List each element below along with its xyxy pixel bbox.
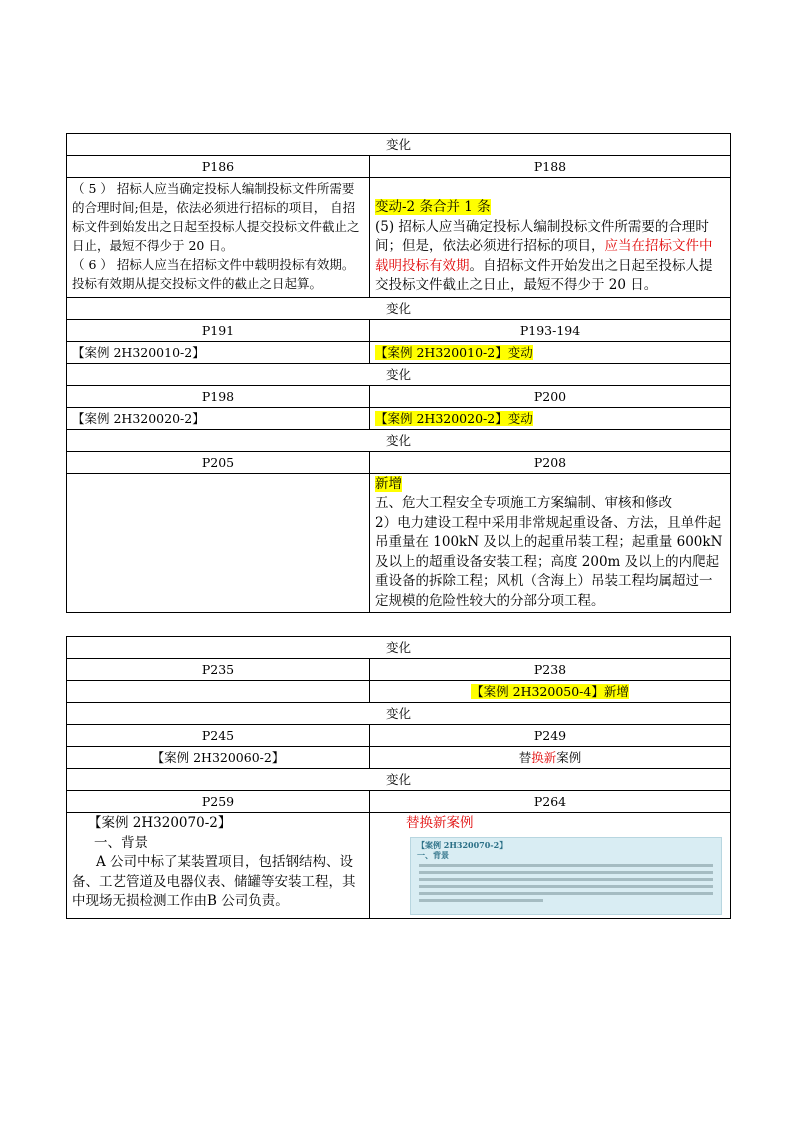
right-page-number: P200 (370, 385, 731, 407)
old-case-label: 【案例 2H320060-2】 (67, 747, 370, 769)
change-header: 变化 (67, 703, 731, 725)
background-heading: 一、背景 (94, 834, 148, 851)
change-header: 变化 (67, 429, 731, 451)
section-title: 五、危大工程安全专项施工方案编制、审核和修改 (375, 495, 672, 511)
change-header: 变化 (67, 134, 731, 156)
old-case-label: 【案例 2H320020-2】 (67, 407, 370, 429)
empty-old-cell (67, 681, 370, 703)
new-item-5: (5) 招标人应当确定投标人编制投标文件所需要的合理时间；但是，依法必须进行招标的项目，应当在招标文件中载明投标有效期。自招标文件开始发出之日起至投标人提交投标文件截止之日止，最短不得少于 20 日。 (375, 218, 713, 293)
case-body: A 公司中标了某装置项目，包括钢结构、设备、工艺管道及电器仪表、储罐等安装工程，其中现场无损检测工作由B 公司负责。 (72, 854, 356, 909)
new-tag: 新增 (375, 475, 402, 492)
change-header: 变化 (67, 769, 731, 791)
right-page-number: P188 (370, 156, 731, 178)
new-text-cell (370, 178, 731, 298)
new-case-label: 【案例 2H320020-2】变动 (375, 410, 533, 426)
replace-notice: 替换新案例 (406, 815, 474, 831)
left-page-number: P205 (67, 451, 370, 473)
left-page-number: P259 (67, 791, 370, 813)
new-content-cell (370, 473, 731, 613)
change-header: 变化 (67, 297, 731, 319)
right-page-number: P249 (370, 725, 731, 747)
left-page-number: P245 (67, 725, 370, 747)
section-body: 2）电力建设工程中采用非常规起重设备、方法，且单件起吊重量在 100kN 及以上的起重吊装工程；起重量 600kN 及以上的超重设备安装工程；高度 200m 及以上的内爬起重设备的拆除工程；风机（含海上）吊装工程均属超过一定规模的危险性较大的分部分项工程。 (375, 514, 723, 609)
right-page-number: P208 (370, 451, 731, 473)
old-item-5: （ 5 ） 招标人应当确定投标人编制投标文件所需要的合理时间;但是，依法必须进行招标的项目， 自招标文件到始发出之日起至投标人提交投标文件截止之日止，最短不得少于 20 日。 (72, 181, 360, 253)
change-header: 变化 (67, 637, 731, 659)
left-page-number: P235 (67, 659, 370, 681)
old-case-label: 【案例 2H320070-2】 (88, 815, 232, 831)
comparison-table-1 (66, 133, 731, 613)
empty-old-cell (67, 473, 370, 613)
new-case-cell (370, 813, 731, 919)
right-page-number: P264 (370, 791, 731, 813)
old-case-cell (67, 813, 370, 919)
old-case-label: 【案例 2H320010-2】 (67, 341, 370, 363)
left-page-number: P191 (67, 319, 370, 341)
comparison-table-2 (66, 636, 731, 919)
left-page-number: P186 (67, 156, 370, 178)
right-page-number: P238 (370, 659, 731, 681)
right-page-number: P193-194 (370, 319, 731, 341)
highlighted-change: 应当在招标文件中载明投标有效期 (375, 238, 713, 274)
replace-case-label: 替换新案例 (370, 747, 731, 769)
case-image: 【案例 2H320070-2】 一、背景 (410, 837, 722, 915)
old-item-6: （ 6 ） 招标人应当在招标文件中载明投标有效期。投标有效期从提交投标文件的截止之日起算。 (72, 257, 355, 291)
change-header: 变化 (67, 363, 731, 385)
change-tag: 变动-2 条合并 1 条 (375, 199, 491, 215)
new-case-label: 【案例 2H320050-4】新增 (471, 684, 629, 699)
left-page-number: P198 (67, 385, 370, 407)
new-case-label: 【案例 2H320010-2】变动 (375, 344, 533, 360)
old-text-cell (67, 178, 370, 298)
